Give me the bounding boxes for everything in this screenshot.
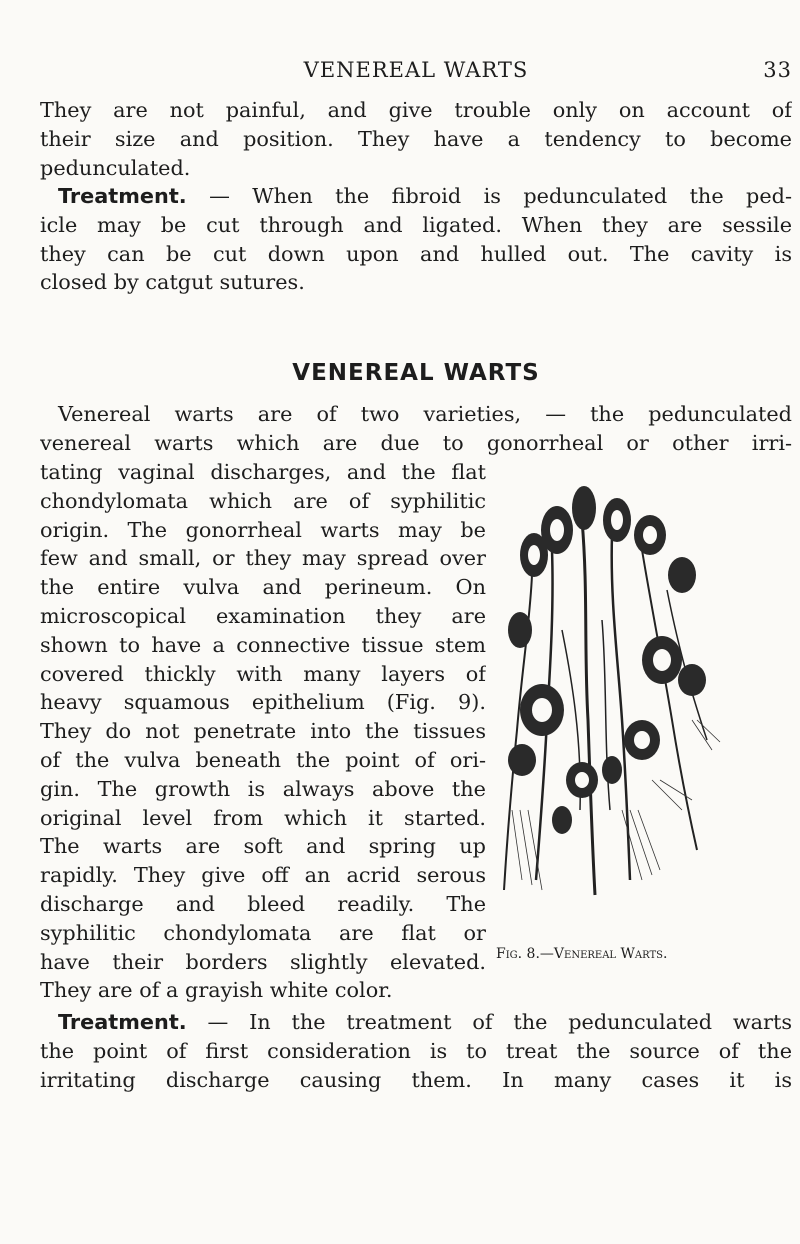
- text-line: covered thickly with many layers of: [40, 661, 486, 686]
- venereal-warts-illustration: [492, 480, 727, 910]
- figure-caption: [496, 946, 796, 963]
- text-line: the point of first consideration is to treat the source of the: [40, 1038, 792, 1063]
- text-line: They are of a grayish white color.: [40, 978, 393, 1003]
- text-line: original level from which it started.: [40, 805, 486, 830]
- figure-number: Fig. 8.: [496, 946, 540, 962]
- text-line: gin. The growth is always above the: [40, 776, 486, 801]
- text-line: chondylomata which are of syphilitic: [40, 488, 486, 513]
- text-line: they can be cut down upon and hulled out. The cavity is: [40, 241, 792, 266]
- treatment-paragraph-1: [40, 182, 792, 297]
- treatment-paragraph-2: [40, 1008, 792, 1094]
- text-line: pedunculated.: [40, 155, 191, 180]
- treatment-label: Treatment.: [58, 184, 187, 208]
- text-line: origin. The gonorrheal warts may be: [40, 517, 486, 542]
- page-number: 33: [763, 58, 792, 82]
- text-line: few and small, or they may spread over: [40, 546, 486, 571]
- text-line: of the vulva beneath the point of ori-: [40, 747, 486, 772]
- text-line: heavy squamous epithelium (Fig. 9).: [40, 690, 486, 715]
- text-line: syphilitic chondylomata are flat or: [40, 920, 486, 945]
- text-line: They do not penetrate into the tissues: [40, 719, 486, 744]
- text-line: their size and position. They have a tendency to become: [40, 126, 792, 151]
- running-head-title: VENEREAL WARTS: [303, 58, 529, 82]
- text-line: The warts are soft and spring up: [40, 834, 486, 859]
- text-line: closed by catgut sutures.: [40, 270, 305, 295]
- text-line: rapidly. They give off an acrid serous: [40, 863, 486, 888]
- text-line: Venereal warts are of two varieties, — the pedunculated: [58, 402, 792, 426]
- text-line: Treatment. — In the treatment of the pedunculated warts: [58, 1010, 792, 1034]
- venereal-warts-paragraph: [40, 400, 792, 458]
- text-line: the entire vulva and perineum. On: [40, 575, 486, 600]
- text-line: Treatment. — When the fibroid is pedunculated the ped-: [58, 184, 792, 208]
- text-line: shown to have a connective tissue stem: [40, 632, 486, 657]
- figure-caption-text: —Venereal Warts.: [539, 946, 668, 962]
- text-line: icle may be cut through and ligated. When they are sessile: [40, 212, 792, 237]
- intro-paragraph: [40, 96, 792, 182]
- text-line: discharge and bleed readily. The: [40, 891, 486, 916]
- running-head: [40, 58, 792, 88]
- text-line: microscopical examination they are: [40, 603, 486, 628]
- text-line: venereal warts which are due to gonorrheal or other irri-: [40, 430, 792, 455]
- text-line: They are not painful, and give trouble only on account of: [40, 98, 792, 122]
- text-line: irritating discharge causing them. In many cases it is: [40, 1067, 792, 1092]
- text-line: have their borders slightly elevated.: [40, 949, 486, 974]
- text-line: tating vaginal discharges, and the flat: [40, 460, 486, 484]
- section-heading: VENEREAL WARTS: [292, 360, 540, 386]
- treatment-label: Treatment.: [58, 1010, 187, 1034]
